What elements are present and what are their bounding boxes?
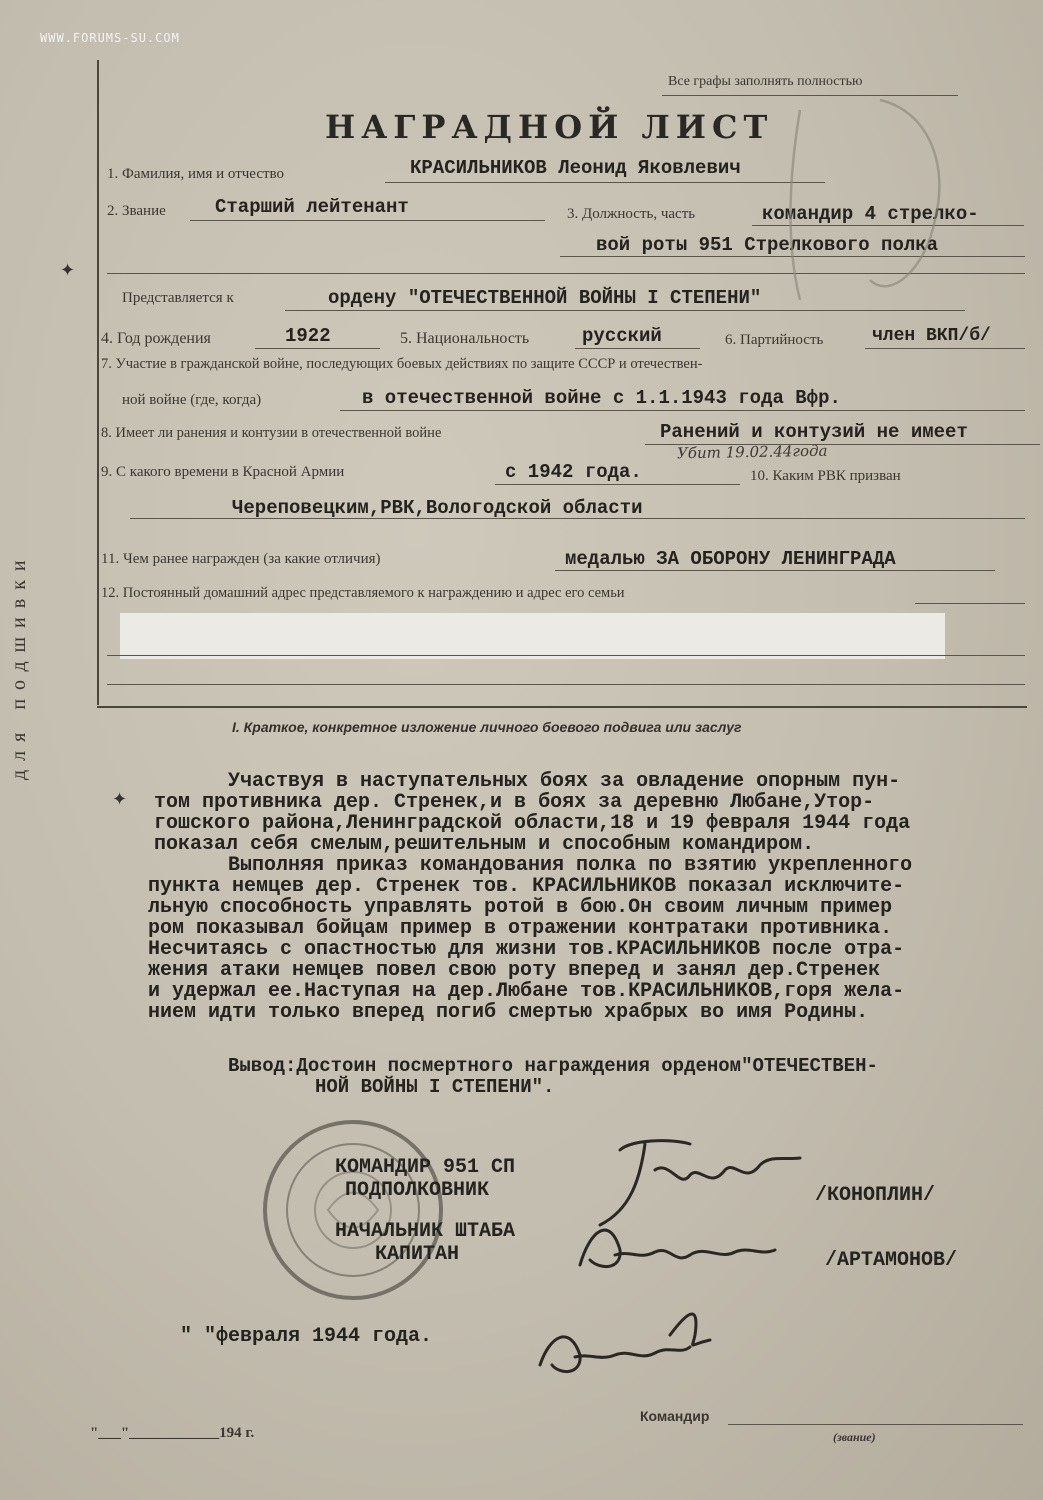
- binding-star-icon: ✦: [112, 789, 128, 809]
- chief-title-1: НАЧАЛЬНИК ШТАБА: [335, 1220, 516, 1243]
- document-title: НАГРАДНОЙ ЛИСТ: [325, 108, 774, 146]
- body-line: и удержал ее.Наступая на дер.Любане тов.КРАСИЛЬНИКОВ,горя жела-: [148, 980, 905, 1003]
- field-1-value: КРАСИЛЬНИКОВ Леонид Яковлевич: [410, 157, 741, 179]
- body-line: Несчитаясь с опастностью для жизни тов.КРАСИЛЬНИКОВ после отра-: [148, 938, 905, 961]
- body-line: ром показывал бойцам пример в отражении контратаки противника.: [148, 917, 893, 940]
- body-line: гошского района,Ленинградской области,18 и 19 февраля 1944 года: [154, 812, 911, 835]
- conclusion-line1: Вывод:Достоин посмертного награждения орденом"ОТЕЧЕСТВЕН-: [228, 1055, 878, 1077]
- footer-commander-label: Командир: [640, 1408, 710, 1424]
- field-6-value: член ВКП/б/: [872, 326, 991, 346]
- signing-date: " "февраля 1944 года.: [180, 1325, 433, 1348]
- field-10-label: 10. Каким РВК призван: [750, 468, 901, 484]
- commander-title-2: ПОДПОЛКОВНИК: [345, 1179, 490, 1202]
- body-line: том противника дер. Стренек,и в боях за деревню Любане,Утор-: [154, 791, 875, 814]
- body-line: Участвуя в наступательных боях за овладение опорным пун-: [228, 770, 901, 793]
- field-9-label: 9. С какого времени в Красной Армии: [101, 464, 345, 480]
- field-12-label: 12. Постоянный домашний адрес представляемого к награждению и адрес его семьи: [101, 585, 625, 601]
- field-8-value: Ранений и контузий не имеет: [660, 421, 968, 443]
- field-7-label-line1: 7. Участие в гражданской войне, последующих боевых действиях по защите СССР и отечествен-: [101, 356, 703, 372]
- section-title: I. Краткое, конкретное изложение личного боевого подвига или заслуг: [232, 719, 742, 735]
- body-line: пункта немцев дер. Стренек тов. КРАСИЛЬНИКОВ показал исключите-: [148, 875, 905, 898]
- round-seal-stamp: [258, 1115, 448, 1305]
- header-note: Все графы заполнять полностью: [668, 74, 863, 89]
- side-label: для подшивки: [8, 551, 30, 780]
- watermark: WWW.FORUMS-SU.COM: [40, 31, 180, 45]
- field-7-value: в отечественной войне с 1.1.1943 года Вфр.: [362, 387, 841, 409]
- field-2-value: Старший лейтенант: [215, 196, 409, 218]
- body-line: показал себя смелым,решительным и способным командиром.: [154, 833, 815, 856]
- field-4-value: 1922: [285, 325, 331, 347]
- field-9-value: с 1942 года.: [505, 461, 642, 483]
- chief-signature: [560, 1210, 820, 1290]
- field-10-value: Череповецким,РВК,Вологодской области: [232, 497, 643, 519]
- commander-title-1: КОМАНДИР 951 СП: [335, 1156, 516, 1179]
- field-8-label: 8. Имеет ли ранения и контузии в отечественной войне: [101, 425, 442, 441]
- field-1-label: 1. Фамилия, имя и отчество: [107, 166, 285, 182]
- pencil-mark: [730, 70, 990, 330]
- redacted-address: [120, 613, 945, 659]
- presented-label: Представляется к: [122, 290, 234, 306]
- field-11-value: медалью ЗА ОБОРОНУ ЛЕНИНГРАДА: [565, 548, 896, 570]
- field-5-label: 5. Национальность: [400, 330, 530, 347]
- field-4-label: 4. Год рождения: [101, 330, 211, 347]
- field-8-handwritten-note: Убит 19.02.44года: [676, 441, 828, 463]
- body-line: Выполняя приказ командования полка по взятию укрепленного: [228, 854, 913, 877]
- body-line: жения атаки немцев повел свою роту вперед и занял дер.Стренек: [148, 959, 881, 982]
- field-3-value-line1: командир 4 стрелко-: [762, 203, 979, 225]
- chief-title-2: КАПИТАН: [375, 1243, 460, 1266]
- field-2-label: 2. Звание: [107, 203, 166, 219]
- presented-value: ордену "ОТЕЧЕСТВЕННОЙ ВОЙНЫ I СТЕПЕНИ": [328, 287, 762, 309]
- field-3-label: 3. Должность, часть: [567, 206, 696, 222]
- field-11-label: 11. Чем ранее награжден (за какие отличия): [101, 551, 381, 567]
- chief-name: /АРТАМОНОВ/: [825, 1249, 958, 1272]
- body-line: нием идти только вперед погиб смертью храбрых во имя Родины.: [148, 1001, 869, 1024]
- field-3-value-line2: вой роты 951 Стрелкового полка: [596, 234, 939, 256]
- footer-date-blank: "___"____________194 г.: [90, 1425, 255, 1441]
- third-signature: [520, 1295, 740, 1395]
- commander-name: /КОНОПЛИН/: [815, 1184, 936, 1207]
- body-line: льную способность управлять ротой в бою.Он своим личным пример: [148, 896, 893, 919]
- field-6-label: 6. Партийность: [725, 332, 824, 348]
- binding-star-icon: ✦: [60, 260, 76, 280]
- footer-rank-caption: (звание): [833, 1430, 876, 1444]
- binding-margin-line: [97, 60, 99, 705]
- field-5-value: русский: [582, 325, 662, 347]
- conclusion-line2: НОЙ ВОЙНЫ I СТЕПЕНИ".: [315, 1076, 555, 1098]
- field-7-label-line2: ной войне (где, когда): [122, 392, 262, 408]
